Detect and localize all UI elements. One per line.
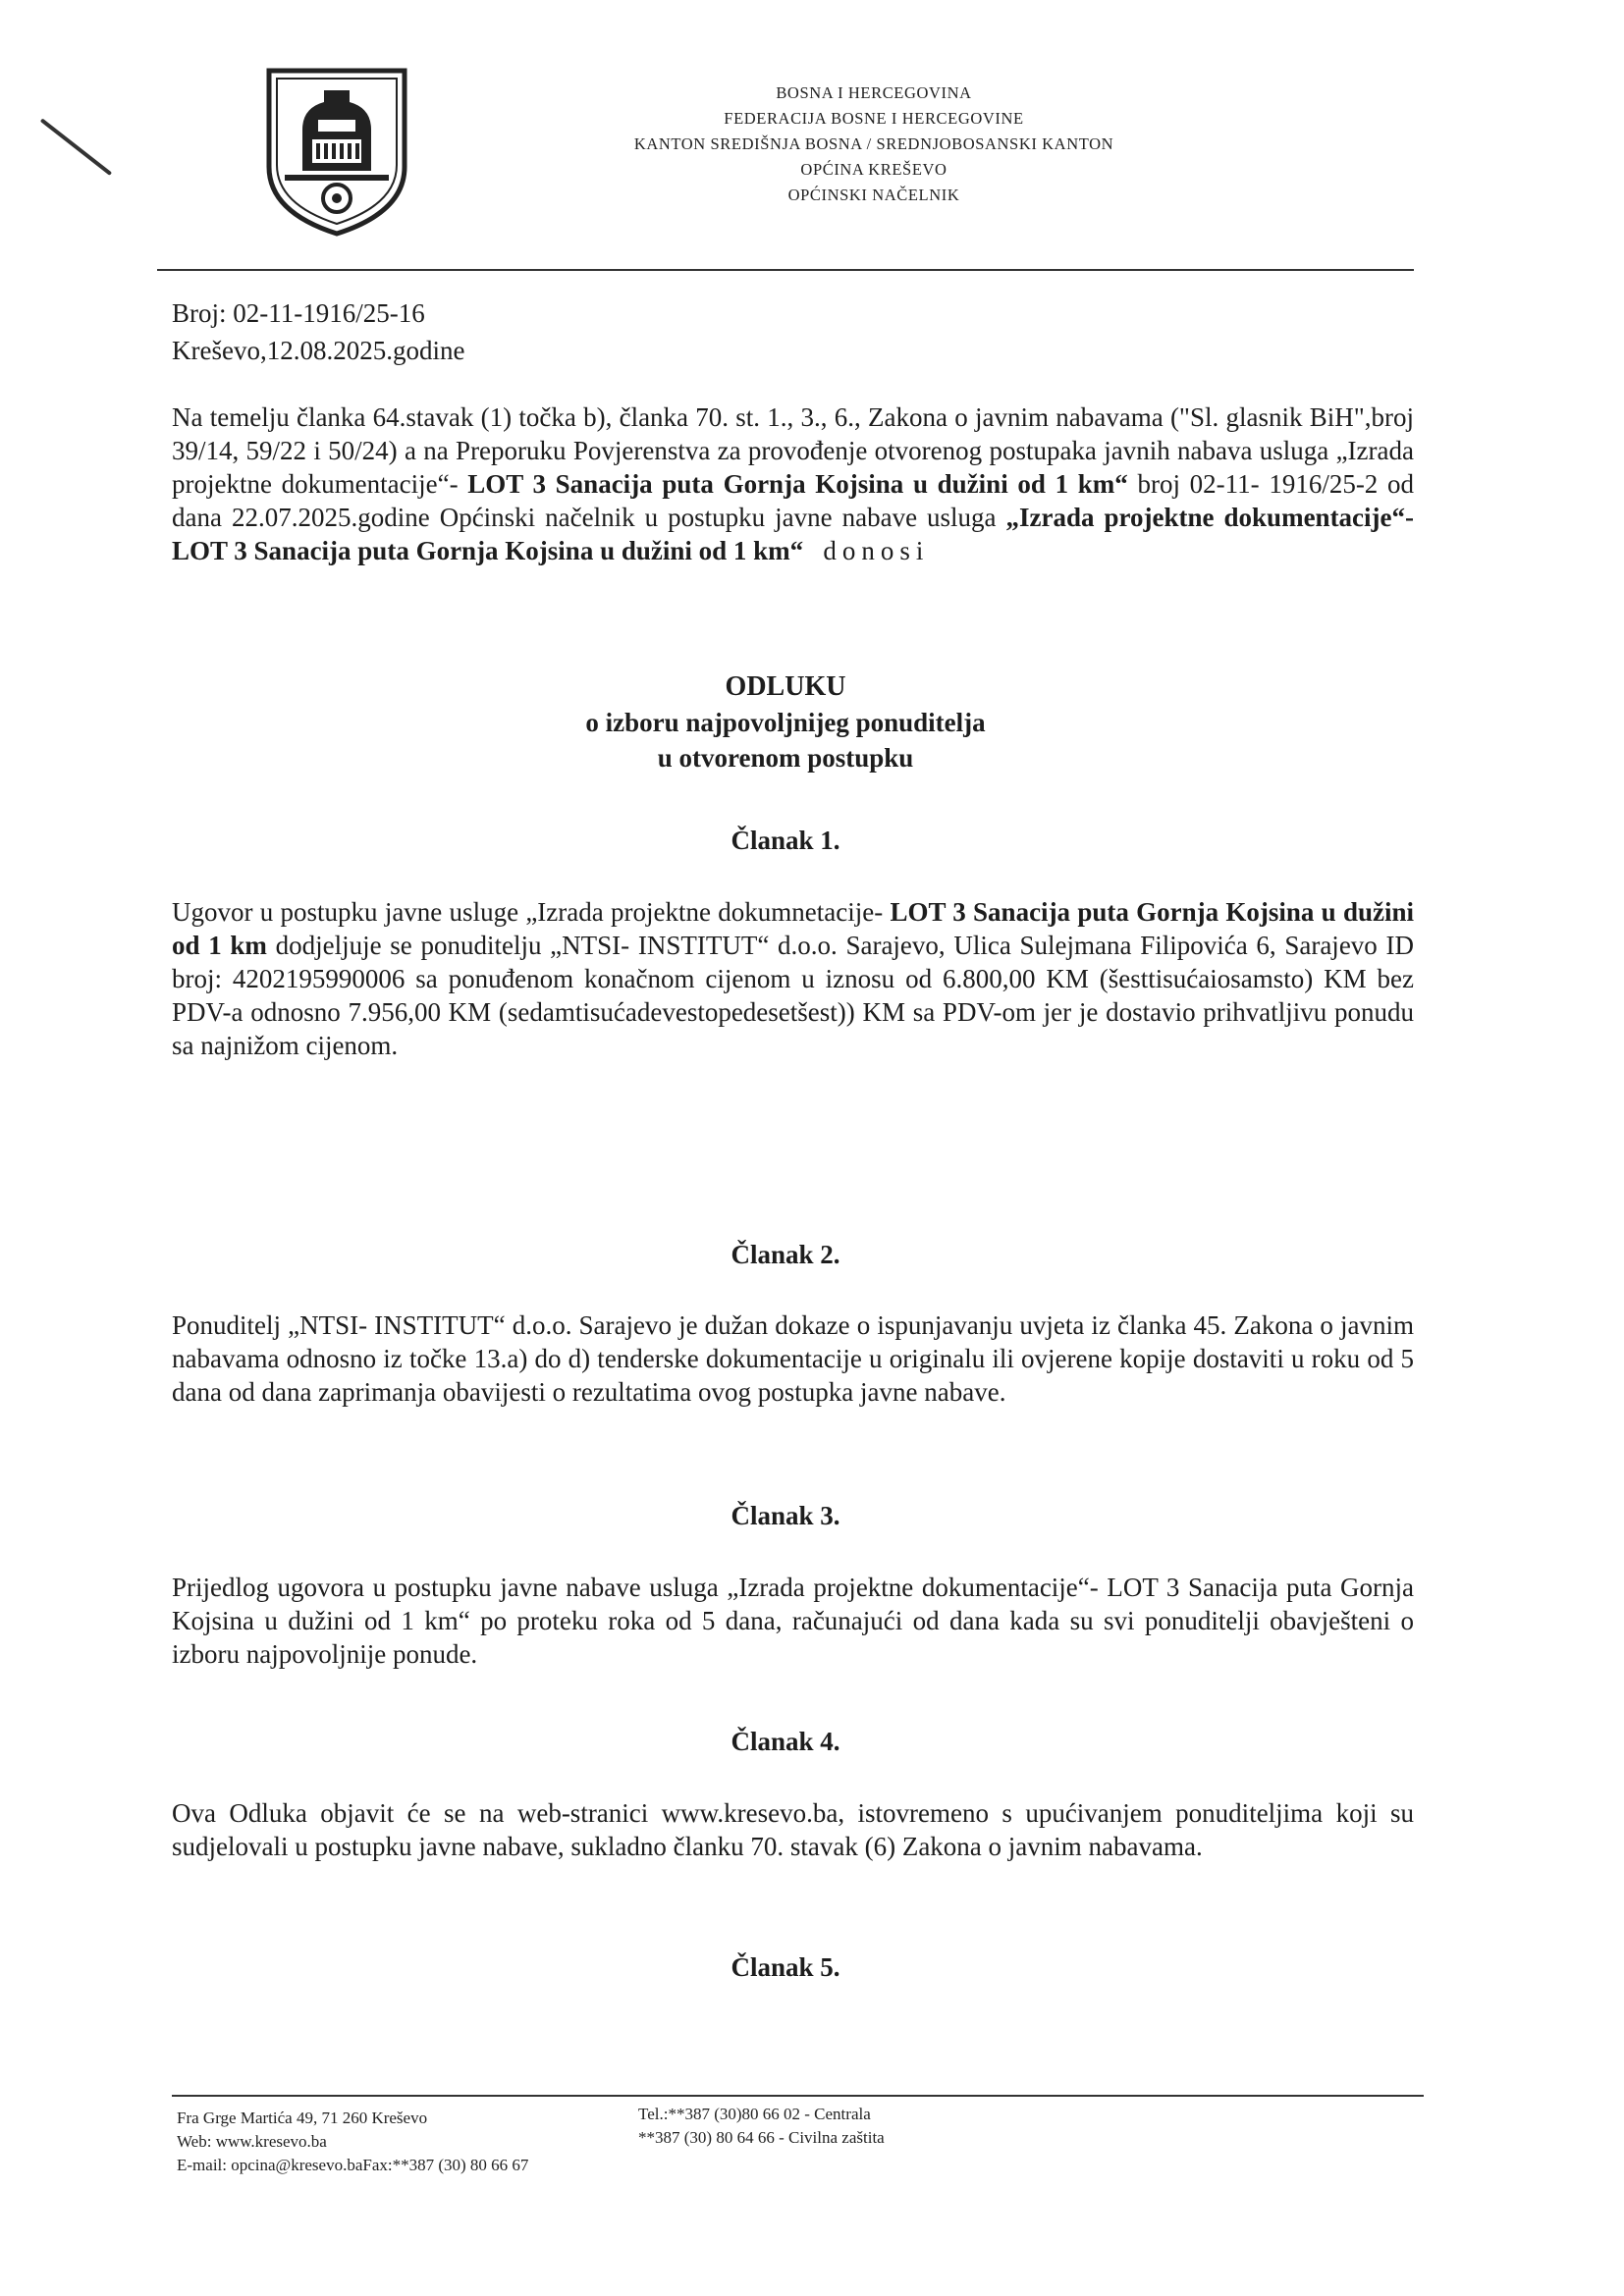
article-5-heading: Članak 5. (731, 1952, 840, 1982)
header-divider (157, 269, 1414, 271)
document-date: Kreševo,12.08.2025.godine (172, 336, 465, 365)
article-3-heading: Članak 3. (731, 1501, 840, 1530)
footer-phone-central: Tel.:**387 (30)80 66 02 - Centrala (638, 2105, 871, 2123)
footer-phone-civil: **387 (30) 80 64 66 - Civilna zaštita (638, 2128, 885, 2147)
header-country: BOSNA I HERCEGOVINA (776, 83, 972, 102)
intro-bold-1: LOT 3 Sanacija puta Gornja Kojsina u dužini od 1 km“ (467, 469, 1128, 499)
decision-subtitle-1: o izboru najpovoljnijeg ponuditelja (585, 708, 986, 737)
article-2-heading: Članak 2. (731, 1240, 840, 1269)
header-office: OPĆINSKI NAČELNIK (787, 186, 960, 204)
footer-divider (172, 2095, 1424, 2097)
article-2-text: Ponuditelj „NTSI- INSTITUT“ d.o.o. Sarajevo je dužan dokaze o ispunjavanju uvjeta iz članka 45. Zakona o javnim nabavama odnosno iz točke 13.a) do d) tenderske dokumentacije u originalu ili ovjerene kopije dostaviti u roku od 5 dana od dana zaprimanja obavijesti o rezultatima ovog postupka javne nabave. (172, 1310, 1414, 1407)
document-number: Broj: 02-11-1916/25-16 (172, 298, 425, 328)
article-1-text-1: Ugovor u postupku javne usluge „Izrada projektne dokumnetacije- (172, 897, 891, 927)
document-meta (172, 294, 464, 369)
article-4-heading: Članak 4. (731, 1727, 840, 1756)
article-1-text (172, 895, 1414, 1062)
footer-contact-right (638, 2103, 885, 2150)
intro-verb: donosi (823, 536, 930, 565)
decision-title-block (157, 669, 1414, 775)
article-1-heading: Članak 1. (731, 826, 840, 855)
decision-subtitle-2: u otvorenom postupku (657, 743, 914, 773)
article-3-text: Prijedlog ugovora u postupku javne nabave usluga „Izrada projektne dokumentacije“- LOT 3 Sanacija puta Gornja Kojsina u dužini od 1 km“ po proteku roka od 5 dana, računajući od dana kada su svi ponuditelji obavješteni o izboru najpovoljnije ponude. (172, 1573, 1414, 1669)
footer-web: Web: www.kresevo.ba (177, 2132, 327, 2151)
header-canton: KANTON SREDIŠNJA BOSNA / SREDNJOBOSANSKI KANTON (633, 134, 1114, 153)
intro-text-1: Na temelju članka 64.stavak (1) točka b), članka 70. st. 1., 3., 6., Zakona o javnim nabavama ("Sl. glasnik BiH",broj 39/14, 59/22 i 50/24) a na Preporuku Povjerenstva za provođenje otvorenog postupaka javnih nabava usluga „Izrada projektne dokumentacije“- (172, 402, 1414, 499)
footer-contact-left (177, 2107, 528, 2177)
coat-of-arms-icon (263, 65, 410, 238)
intro-text-2: broj 02-11- 1916/25-2 od dana 22.07.2025.godine Općinski načelnik u postupku javne nabave usluga (172, 469, 1414, 532)
article-1-text-2: dodjeljuje se ponuditelju „NTSI- INSTITUT“ d.o.o. Sarajevo, Ulica Sulejmana Filipovića 6, Sarajevo ID broj: 4202195990006 sa ponuđenom konačnom cijenom u iznosu od 6.800,00 KM (šesttisućaiosamsto) KM bez PDV-a odnosno 7.956,00 KM (sedamtisućadevestopedesetšest)) KM sa PDV-om jer je dostavio prihvatljivu ponudu sa najnižom cijenom. (172, 931, 1414, 1060)
intro-paragraph (172, 400, 1414, 567)
decision-title: ODLUKU (725, 671, 846, 702)
header-federation: FEDERACIJA BOSNE I HERCEGOVINE (724, 109, 1024, 128)
article-1-bold: LOT 3 Sanacija puta Gornja Kojsina u dužini od 1 km (172, 897, 1415, 960)
pen-mark (40, 118, 112, 176)
intro-bold-2: „Izrada projektne dokumentacije“- LOT 3 Sanacija puta Gornja Kojsina u dužini od 1 km“ (172, 503, 1415, 565)
footer-address: Fra Grge Martića 49, 71 260 Kreševo (177, 2109, 428, 2127)
header-municipality: OPĆINA KREŠEVO (800, 160, 947, 179)
article-4-text: Ova Odluka objavit će se na web-stranici www.kresevo.ba, istovremeno s upućivanjem ponuditeljima koji su sudjelovali u postupku javne nabave, sukladno članku 70. stavak (6) Zakona o javnim nabavama. (172, 1798, 1414, 1861)
footer-email: E-mail: opcina@kresevo.baFax:**387 (30) 80 66 67 (177, 2156, 529, 2174)
institution-header (550, 80, 1198, 208)
